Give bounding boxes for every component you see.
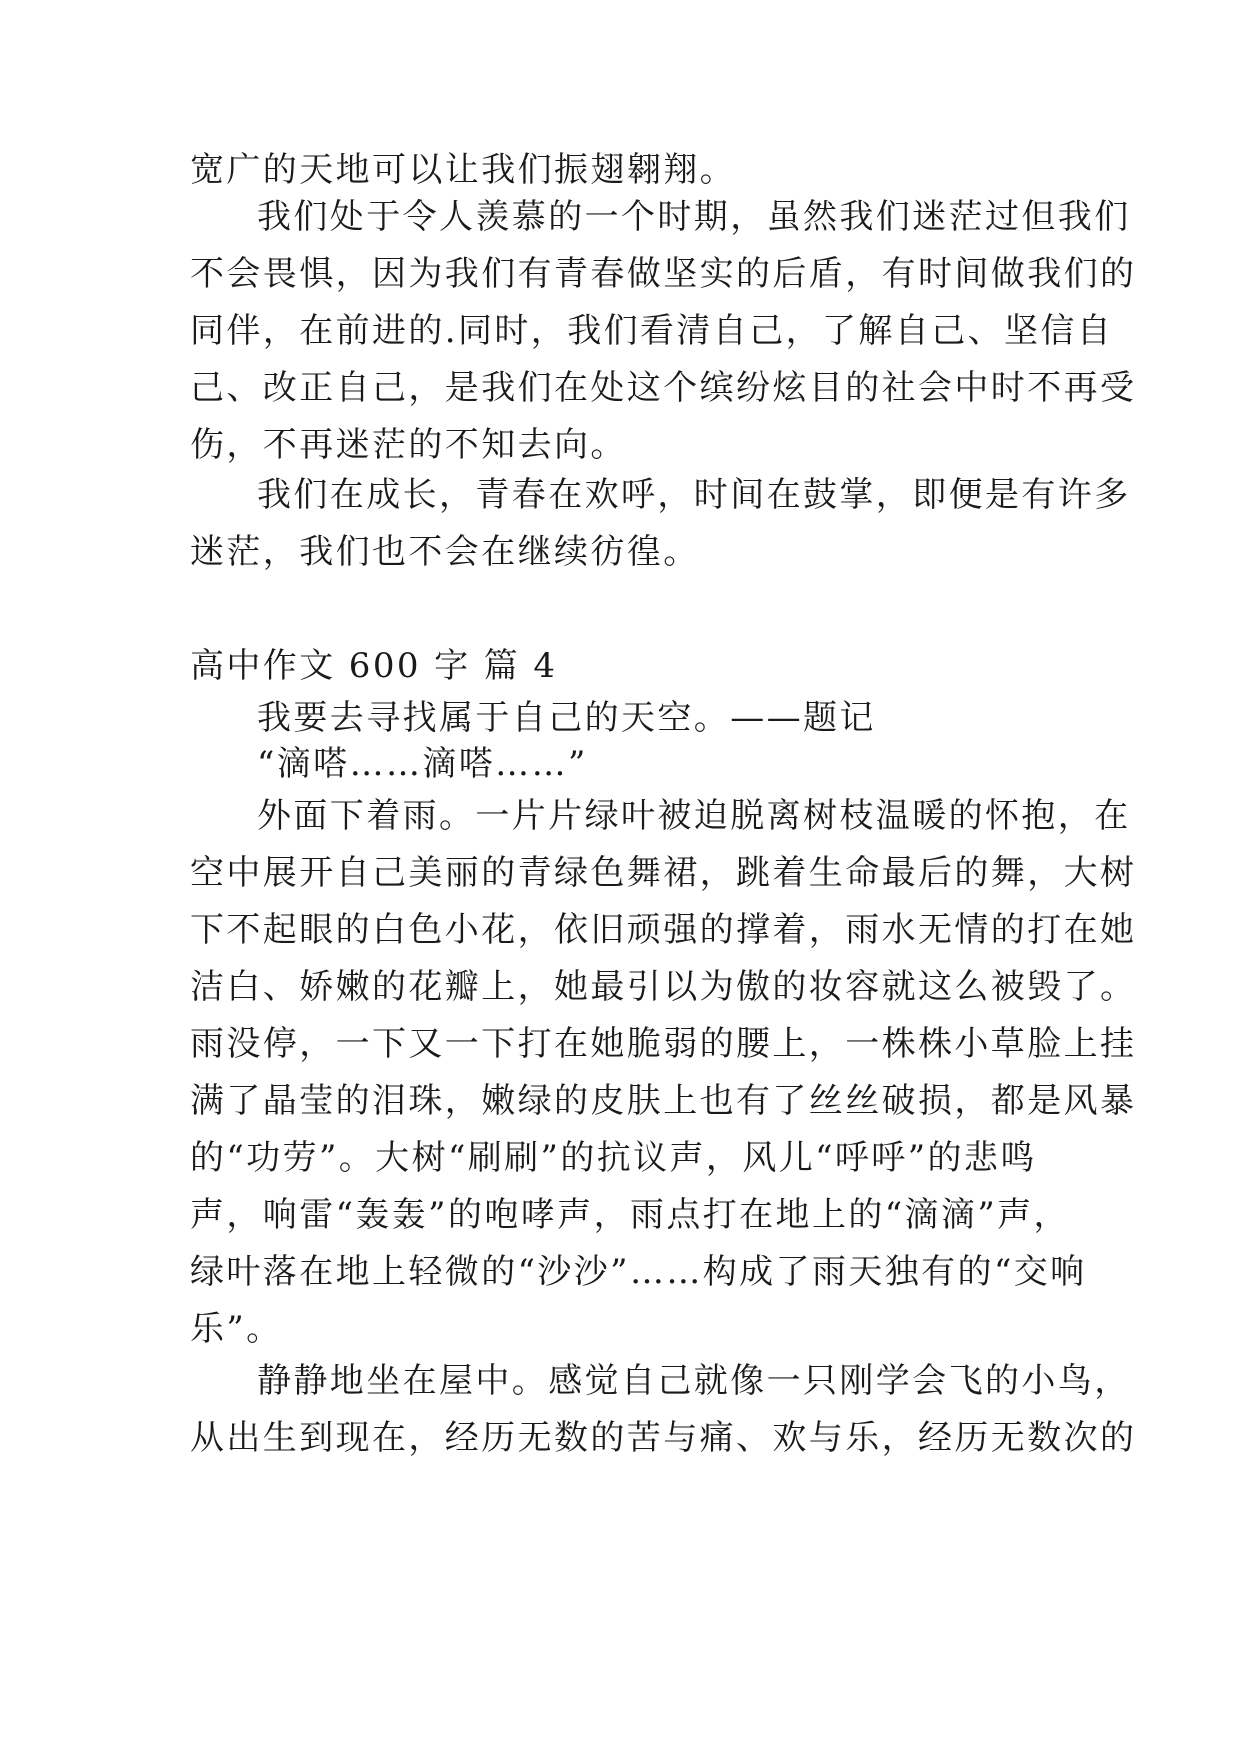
text-line: 绿叶落在地上轻微的“沙沙”……构成了雨天独有的“交响: [190, 1252, 1087, 1292]
epigraph-line: 我要去寻找属于自己的天空。——题记: [257, 698, 876, 738]
text-line: 伤，不再迷茫的不知去向。: [190, 425, 627, 465]
paragraph-start-line: 外面下着雨。一片片绿叶被迫脱离树枝温暖的怀抱，在: [257, 796, 1131, 836]
text-line: 声，响雷“轰轰”的咆哮声，雨点打在地上的“滴滴”声，: [190, 1195, 1070, 1235]
paragraph-start-line: 静静地坐在屋中。感觉自己就像一只刚学会飞的小鸟，: [257, 1361, 1131, 1401]
text-line: 的“功劳”。大树“刷刷”的抗议声，风儿“呼呼”的悲鸣: [190, 1138, 1037, 1178]
text-line: 乐”。: [190, 1309, 283, 1349]
text-line: 宽广的天地可以让我们振翅翱翔。: [190, 150, 736, 190]
section-heading: 高中作文 600 字 篇 4: [190, 646, 558, 686]
text-line: 迷茫，我们也不会在继续彷徨。: [190, 532, 700, 572]
quote-line: “滴嗒……滴嗒……”: [257, 744, 588, 784]
text-line: 同伴，在前进的.同时，我们看清自己，了解自己、坚信自: [190, 311, 1114, 351]
text-line: 己、改正自己，是我们在处这个缤纷炫目的社会中时不再受: [190, 368, 1137, 408]
paragraph-start-line: 我们在成长，青春在欢呼，时间在鼓掌，即便是有许多: [257, 475, 1131, 515]
paragraph-start-line: 我们处于令人羡慕的一个时期，虽然我们迷茫过但我们: [257, 197, 1131, 237]
text-line: 空中展开自己美丽的青绿色舞裙，跳着生命最后的舞，大树: [190, 853, 1137, 893]
text-line: 下不起眼的白色小花，依旧顽强的撑着，雨水无情的打在她: [190, 910, 1137, 950]
text-line: 雨没停，一下又一下打在她脆弱的腰上，一株株小草脸上挂: [190, 1024, 1137, 1064]
text-line: 从出生到现在，经历无数的苦与痛、欢与乐，经历无数次的: [190, 1418, 1137, 1458]
text-line: 不会畏惧，因为我们有青春做坚实的后盾，有时间做我们的: [190, 254, 1137, 294]
text-line: 满了晶莹的泪珠，嫩绿的皮肤上也有了丝丝破损，都是风暴: [190, 1081, 1137, 1121]
text-line: 洁白、娇嫩的花瓣上，她最引以为傲的妆容就这么被毁了。: [190, 967, 1137, 1007]
